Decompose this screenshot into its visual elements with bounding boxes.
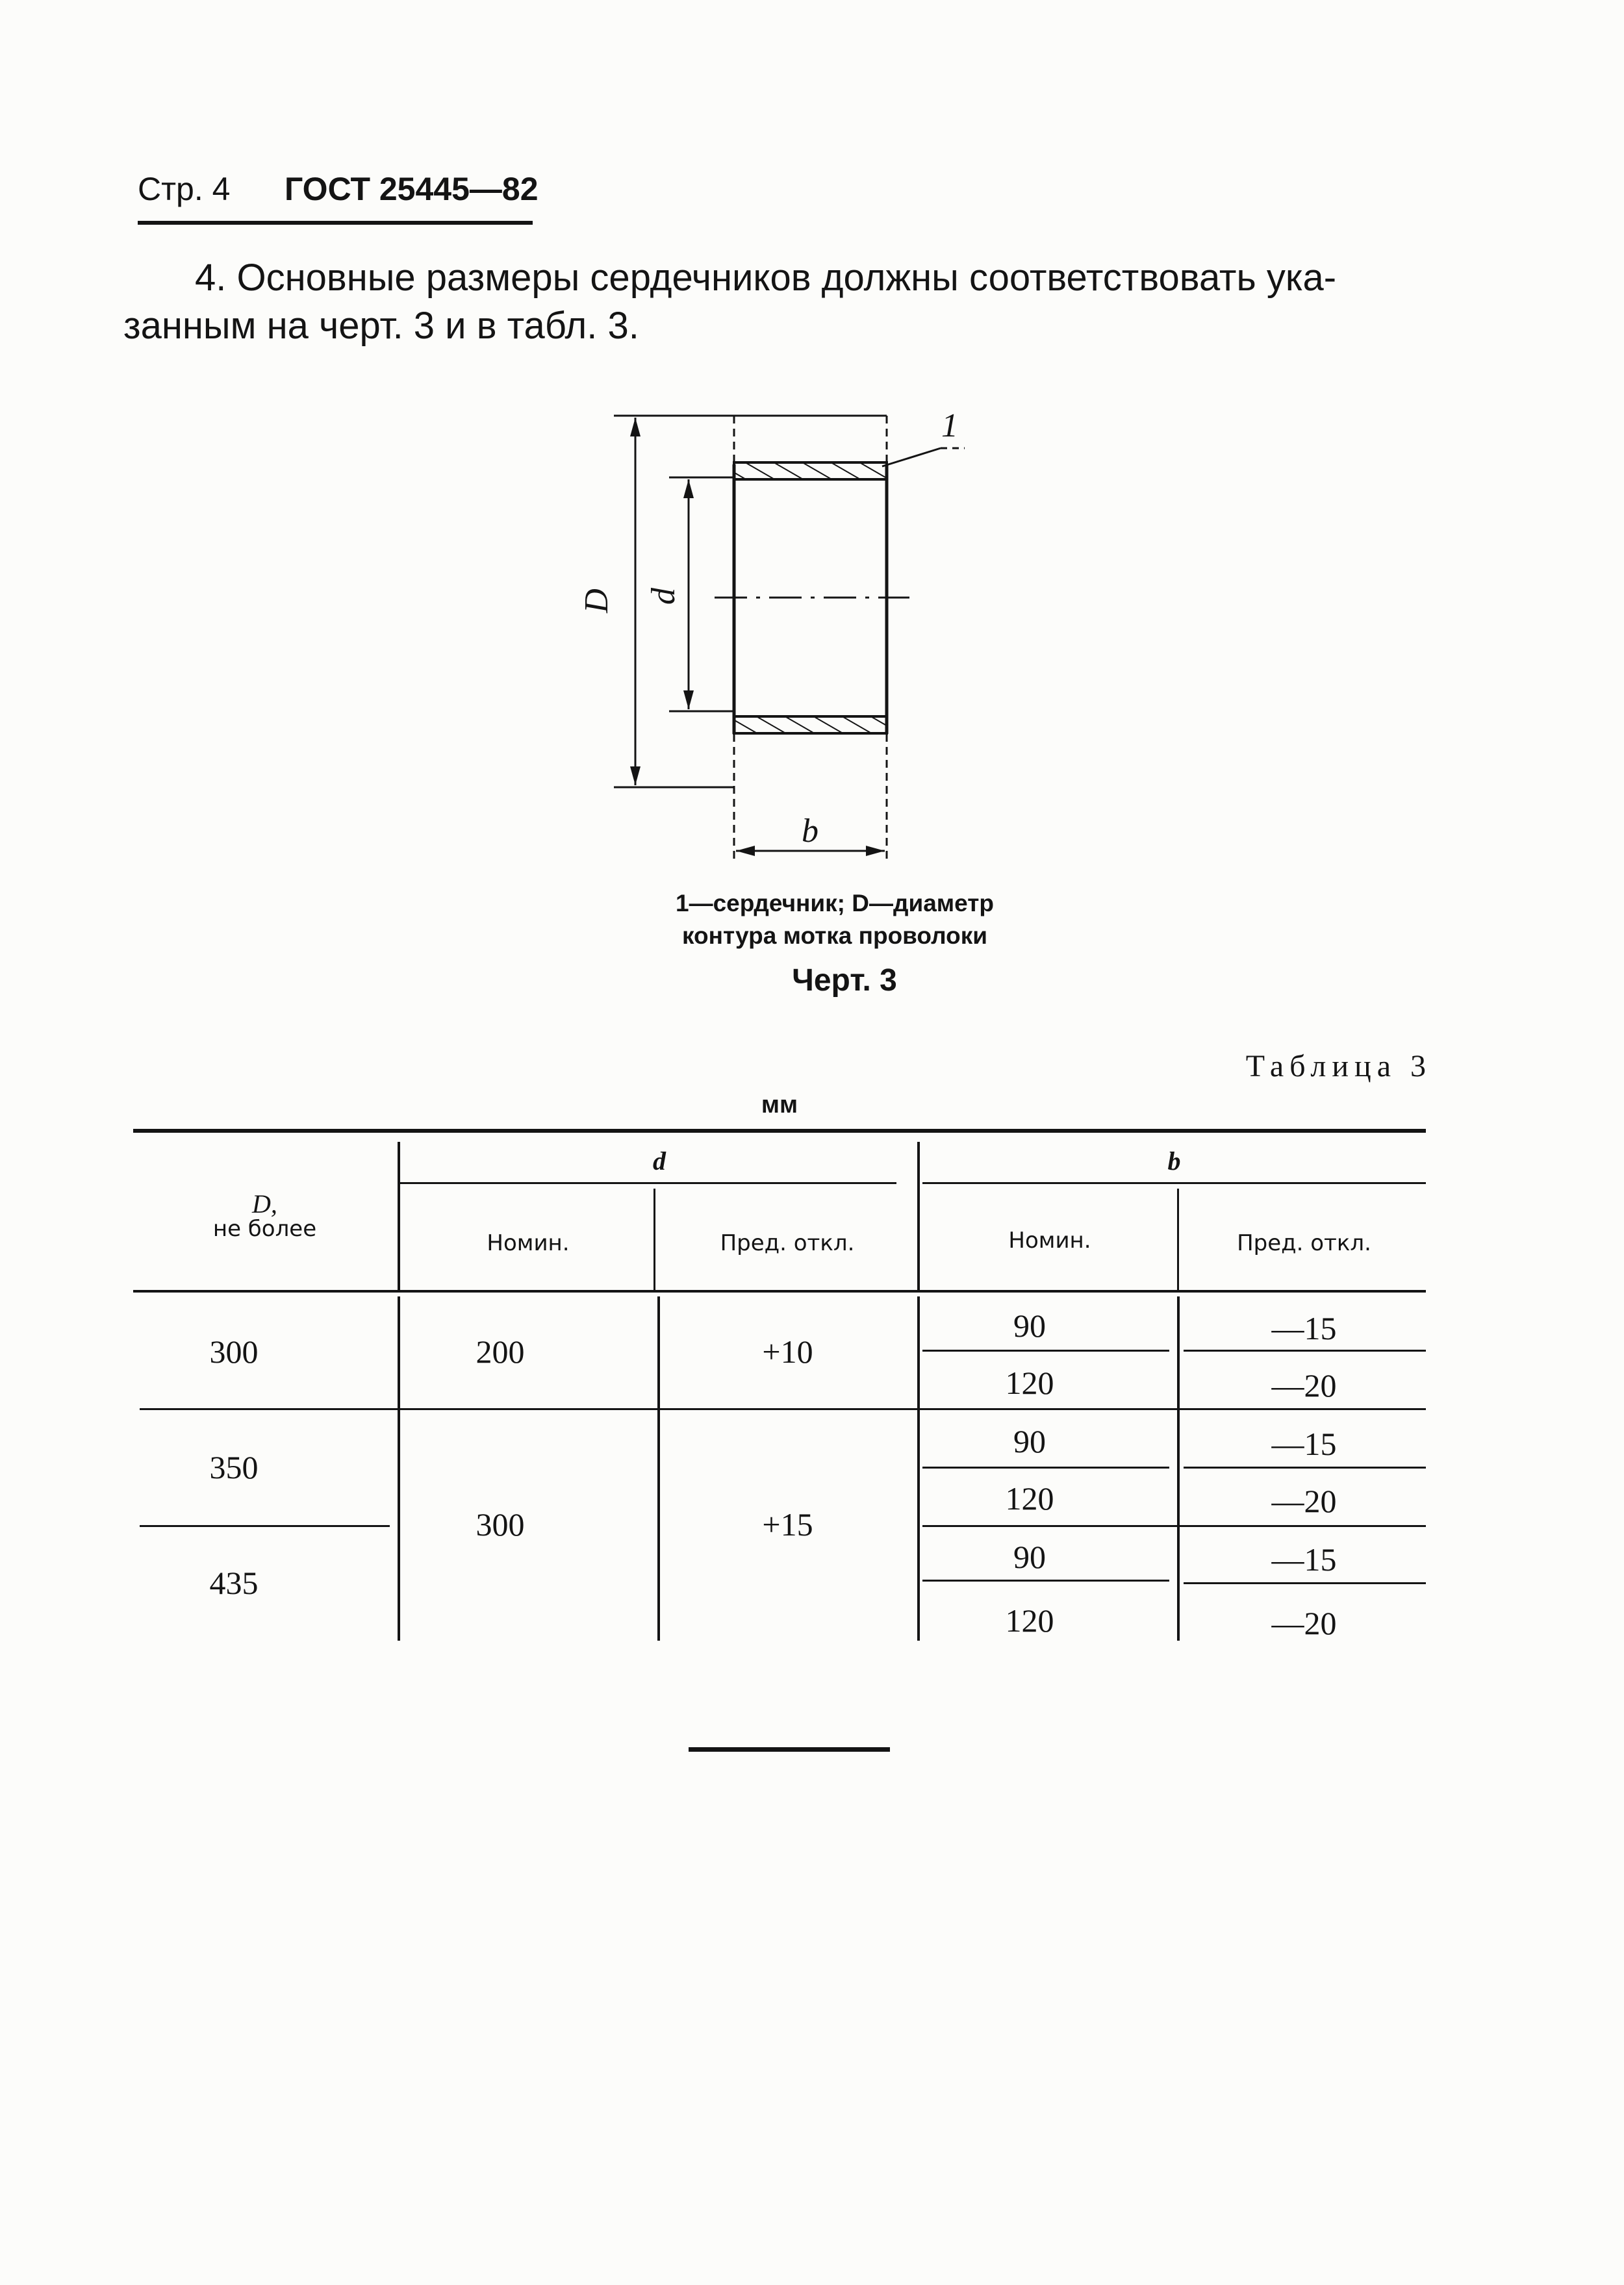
cell-D-350: 350 bbox=[209, 1449, 259, 1485]
header-D: D, bbox=[252, 1189, 277, 1218]
cell-d-dev-15: +15 bbox=[762, 1506, 813, 1543]
col-rule-1-head bbox=[398, 1142, 400, 1290]
table-header-rule bbox=[133, 1290, 1426, 1293]
cell-b-nom: 120 bbox=[1005, 1480, 1054, 1517]
col-rule-4 bbox=[1177, 1296, 1180, 1641]
cell-b-nom: 120 bbox=[1005, 1602, 1054, 1639]
col-rule-3-head bbox=[917, 1142, 920, 1290]
paragraph-line-1: 4. Основные размеры сердечников должны соответствовать ука- bbox=[195, 257, 1337, 299]
col-rule-4-head bbox=[1177, 1189, 1179, 1290]
b-rule-5 bbox=[922, 1580, 1169, 1582]
cell-b-dev: —20 bbox=[1271, 1367, 1337, 1404]
cell-b-nom: 120 bbox=[1005, 1365, 1054, 1401]
cell-b-dev: —20 bbox=[1271, 1483, 1337, 1519]
table-units: мм bbox=[761, 1091, 798, 1118]
b-rule-1 bbox=[922, 1350, 1169, 1352]
standard-number: ГОСТ 25445—82 bbox=[285, 171, 539, 207]
page-number: Стр. 4 bbox=[138, 171, 231, 207]
end-rule bbox=[689, 1747, 890, 1752]
figure-title: Черт. 3 bbox=[792, 963, 897, 998]
table-top-rule bbox=[133, 1129, 1426, 1133]
cell-b-nom: 90 bbox=[1013, 1423, 1046, 1459]
row-rule-2 bbox=[140, 1525, 390, 1527]
cell-b-dev: —15 bbox=[1271, 1541, 1337, 1578]
dim-label-b: b bbox=[802, 813, 818, 850]
dev-rule-1 bbox=[1184, 1350, 1426, 1352]
cell-b-dev: —15 bbox=[1271, 1426, 1337, 1462]
header-d-dev: Пред. откл. bbox=[720, 1230, 855, 1256]
b-rule-3 bbox=[922, 1467, 1169, 1469]
header-b: b bbox=[1167, 1146, 1181, 1176]
d-group-rule bbox=[400, 1182, 896, 1184]
header-b-nom: Номин. bbox=[1008, 1228, 1091, 1254]
col-rule-2-head bbox=[653, 1189, 655, 1290]
header-b-dev: Пред. откл. bbox=[1237, 1230, 1371, 1256]
b-rule-2 bbox=[922, 1408, 1426, 1410]
dim-label-d: d bbox=[645, 588, 682, 605]
header-d: d bbox=[653, 1146, 666, 1176]
b-rule-4 bbox=[922, 1525, 1426, 1527]
col-rule-1 bbox=[398, 1296, 400, 1641]
cell-b-dev: —20 bbox=[1271, 1605, 1337, 1641]
cell-b-dev: —15 bbox=[1271, 1310, 1337, 1346]
col-rule-3 bbox=[917, 1296, 920, 1641]
dev-rule-5 bbox=[1184, 1582, 1426, 1584]
cell-D-300: 300 bbox=[209, 1333, 259, 1370]
paragraph-line-2: занным на черт. 3 и в табл. 3. bbox=[123, 305, 639, 347]
figure-caption-line-1: 1—сердечник; D—диаметр bbox=[676, 890, 994, 916]
header-D-sub: не более bbox=[212, 1216, 317, 1242]
core-drawing bbox=[0, 0, 1624, 909]
figure-caption-line-2: контура мотка проволоки bbox=[682, 922, 987, 949]
dev-rule-3 bbox=[1184, 1467, 1426, 1469]
cell-d-nom-300: 300 bbox=[476, 1506, 525, 1543]
table-label: Таблица 3 bbox=[1245, 1049, 1432, 1083]
col-rule-2 bbox=[657, 1296, 660, 1641]
b-group-rule bbox=[922, 1182, 1426, 1184]
cell-D-435: 435 bbox=[209, 1565, 259, 1601]
cell-d-nom-200: 200 bbox=[476, 1333, 525, 1370]
row-rule-1 bbox=[140, 1408, 1039, 1410]
callout-label: 1 bbox=[941, 407, 958, 444]
cell-b-nom: 90 bbox=[1013, 1307, 1046, 1344]
cell-d-dev-10: +10 bbox=[762, 1333, 813, 1370]
dim-label-D: D bbox=[578, 588, 615, 613]
cell-b-nom: 90 bbox=[1013, 1539, 1046, 1575]
header-d-nom: Номин. bbox=[487, 1230, 570, 1256]
